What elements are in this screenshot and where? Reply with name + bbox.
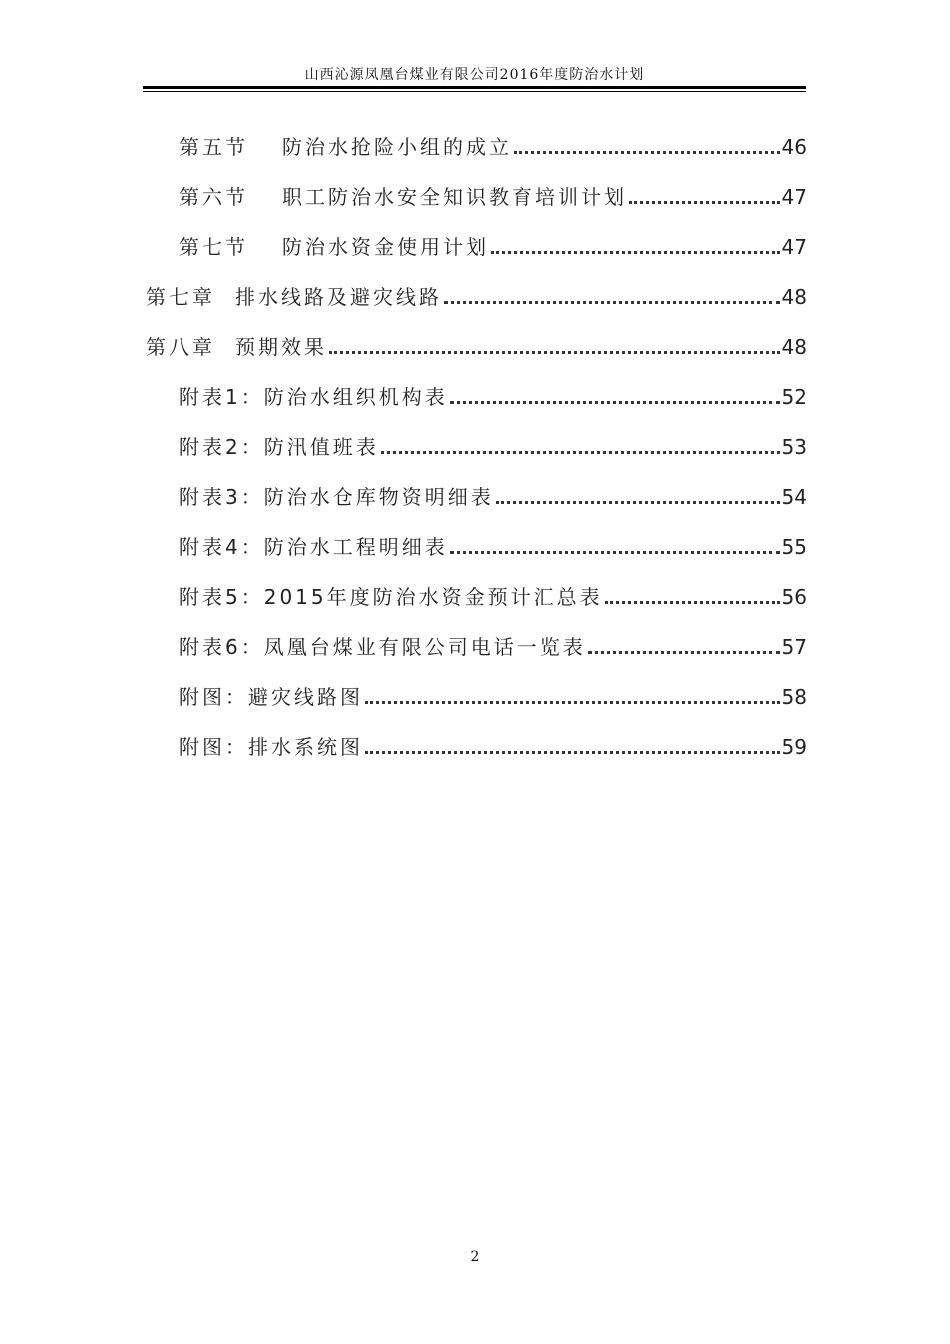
toc-leader-dots bbox=[365, 701, 780, 704]
toc-entry-page: 59 bbox=[781, 735, 807, 759]
toc-leader-dots bbox=[629, 201, 780, 204]
toc-leader-dots bbox=[491, 251, 780, 254]
toc-entry-chapter-7[interactable] bbox=[146, 281, 807, 313]
toc-leader-dots bbox=[450, 401, 780, 404]
toc-entry-section-5[interactable] bbox=[179, 131, 807, 163]
toc-entry-number: 第七节 bbox=[179, 235, 248, 259]
toc-entry-appendix-table-2[interactable] bbox=[179, 431, 807, 463]
toc-entry-title: 附图：排水系统图 bbox=[179, 735, 363, 759]
toc-entry-title: 附表2：防汛值班表 bbox=[179, 435, 379, 459]
header-rule-thick bbox=[143, 86, 806, 89]
toc-leader-dots bbox=[588, 651, 780, 654]
toc-entry-title: 附表5：2015年度防治水资金预计汇总表 bbox=[179, 585, 603, 609]
page-header-title: 山西沁源凤凰台煤业有限公司2016年度防治水计划 bbox=[304, 67, 645, 83]
toc-entry-appendix-table-6[interactable] bbox=[179, 631, 807, 663]
toc-leader-dots bbox=[329, 351, 780, 354]
toc-entry-page: 46 bbox=[781, 135, 807, 159]
toc-entry-title: 排水线路及避灾线路 bbox=[235, 285, 442, 309]
toc-entry-page: 48 bbox=[781, 285, 807, 309]
toc-entry-appendix-table-5[interactable] bbox=[179, 581, 807, 613]
toc-entry-section-6[interactable] bbox=[179, 181, 807, 213]
toc-entry-title: 附图：避灾线路图 bbox=[179, 685, 363, 709]
toc-leader-dots bbox=[365, 751, 780, 754]
toc-entry-title: 职工防治水安全知识教育培训计划 bbox=[282, 185, 627, 209]
toc-entry-appendix-table-4[interactable] bbox=[179, 531, 807, 563]
toc-entry-page: 48 bbox=[781, 335, 807, 359]
toc-entry-chapter-8[interactable] bbox=[146, 331, 807, 363]
toc-entry-appendix-figure-drainage[interactable] bbox=[179, 731, 807, 763]
toc-entry-appendix-table-3[interactable] bbox=[179, 481, 807, 513]
toc-entry-title: 防治水抢险小组的成立 bbox=[282, 135, 512, 159]
toc-entry-page: 54 bbox=[781, 485, 807, 509]
toc-entry-number: 第五节 bbox=[179, 135, 248, 159]
toc-entry-number: 第八章 bbox=[146, 335, 215, 359]
toc-entry-page: 57 bbox=[781, 635, 807, 659]
toc-entry-section-7[interactable] bbox=[179, 231, 807, 263]
toc-entry-page: 55 bbox=[781, 535, 807, 559]
toc-entry-page: 52 bbox=[781, 385, 807, 409]
toc-leader-dots bbox=[444, 301, 780, 304]
toc-entry-title: 附表3：防治水仓库物资明细表 bbox=[179, 485, 494, 509]
toc-leader-dots bbox=[381, 451, 780, 454]
toc-entry-page: 58 bbox=[781, 685, 807, 709]
toc-entry-title: 附表6：凤凰台煤业有限公司电话一览表 bbox=[179, 635, 586, 659]
toc-entry-title: 预期效果 bbox=[235, 335, 327, 359]
toc-entry-page: 47 bbox=[781, 235, 807, 259]
toc-entry-title: 防治水资金使用计划 bbox=[282, 235, 489, 259]
toc-leader-dots bbox=[514, 151, 780, 154]
toc-leader-dots bbox=[605, 601, 780, 604]
toc-leader-dots bbox=[450, 551, 780, 554]
toc-entry-page: 56 bbox=[781, 585, 807, 609]
page-number: 2 bbox=[470, 1249, 480, 1265]
toc-entry-appendix-table-1[interactable] bbox=[179, 381, 807, 413]
toc-entry-appendix-figure-evacuation[interactable] bbox=[179, 681, 807, 713]
header-rule-thin bbox=[143, 91, 806, 92]
toc-entry-page: 53 bbox=[781, 435, 807, 459]
toc-entry-page: 47 bbox=[781, 185, 807, 209]
toc-entry-number: 第六节 bbox=[179, 185, 248, 209]
toc-leader-dots bbox=[496, 501, 780, 504]
toc-entry-title: 附表4：防治水工程明细表 bbox=[179, 535, 448, 559]
toc-entry-number: 第七章 bbox=[146, 285, 215, 309]
toc-entry-title: 附表1：防治水组织机构表 bbox=[179, 385, 448, 409]
